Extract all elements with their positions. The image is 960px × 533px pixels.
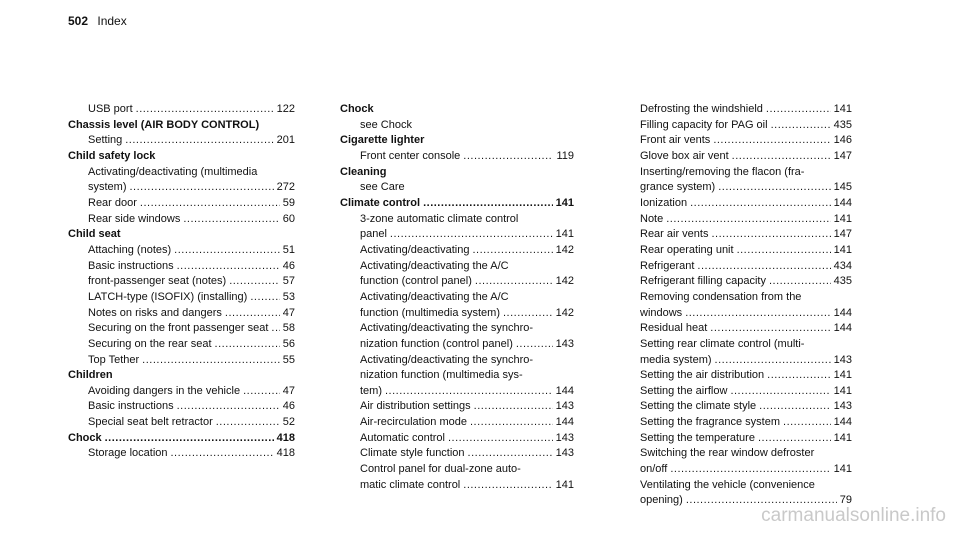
entry-label: Refrigerant filling capacity bbox=[640, 275, 766, 288]
index-line: Switching the rear window defroster bbox=[640, 447, 815, 460]
page-ref: 434 bbox=[833, 259, 852, 272]
index-heading: Children bbox=[68, 369, 113, 382]
page-ref: 141 bbox=[555, 228, 574, 241]
index-line: Activating/deactivating the synchro- bbox=[360, 322, 534, 335]
entry-label: Storage location bbox=[88, 447, 168, 460]
page-ref: 435 bbox=[833, 275, 852, 288]
index-entry bbox=[68, 415, 295, 431]
index-entry bbox=[340, 337, 574, 353]
page-ref: 59 bbox=[282, 196, 295, 209]
entry-label: function (control panel) bbox=[360, 275, 472, 288]
index-line: Activating/deactivating the A/C bbox=[360, 259, 509, 272]
dot-leader bbox=[783, 415, 831, 431]
page-number: 502 bbox=[68, 14, 89, 28]
page-ref: 143 bbox=[555, 400, 574, 413]
entry-label: media system) bbox=[640, 353, 712, 366]
page-ref: 144 bbox=[555, 416, 574, 429]
index-entry bbox=[340, 446, 574, 462]
dot-leader bbox=[215, 337, 280, 353]
dot-leader bbox=[177, 399, 280, 415]
entry-label: Filling capacity for PAG oil bbox=[640, 118, 768, 131]
dot-leader bbox=[759, 399, 830, 415]
page-ref: 143 bbox=[833, 400, 852, 413]
index-heading: Chock bbox=[340, 103, 374, 115]
dot-leader bbox=[463, 149, 553, 165]
index-entry bbox=[620, 431, 852, 447]
index-entry bbox=[340, 274, 574, 290]
index-line: Control panel for dual-zone auto- bbox=[360, 463, 521, 476]
index-entry bbox=[620, 462, 852, 478]
entry-label: Setting the air distribution bbox=[640, 369, 765, 382]
page-ref: 53 bbox=[282, 290, 295, 303]
index-entry bbox=[340, 306, 574, 322]
dot-leader bbox=[670, 462, 830, 478]
page-ref: 141 bbox=[833, 103, 852, 115]
entry-label: function (multimedia system) bbox=[360, 306, 500, 319]
page-ref: 141 bbox=[833, 369, 852, 382]
entry-label: Air distribution settings bbox=[360, 400, 471, 413]
entry-label: Securing on the rear seat bbox=[88, 337, 212, 350]
dot-leader bbox=[516, 337, 553, 353]
index-heading: Child safety lock bbox=[68, 149, 156, 162]
index-entry bbox=[340, 384, 574, 400]
page-ref: 201 bbox=[276, 134, 295, 147]
entry-label: Setting the airflow bbox=[640, 384, 728, 397]
entry-label: matic climate control bbox=[360, 478, 461, 491]
entry-label: front-passenger seat (notes) bbox=[88, 275, 227, 288]
page-ref: 141 bbox=[833, 463, 852, 476]
index-entry bbox=[68, 196, 295, 212]
index-line: see Care bbox=[360, 181, 405, 194]
dot-leader bbox=[470, 415, 553, 431]
entry-label: USB port bbox=[88, 103, 133, 115]
dot-leader bbox=[229, 274, 280, 290]
index-entry bbox=[68, 243, 295, 259]
dot-leader bbox=[711, 227, 830, 243]
page-ref: 144 bbox=[833, 196, 852, 209]
watermark: carmanualsonline.info bbox=[761, 505, 946, 526]
index-entry bbox=[620, 306, 852, 322]
dot-leader bbox=[472, 243, 552, 259]
index-entry bbox=[340, 196, 574, 212]
index-entry bbox=[68, 274, 295, 290]
entry-label: Setting the fragrance system bbox=[640, 416, 781, 429]
page-ref: 144 bbox=[833, 306, 852, 319]
entry-label: grance system) bbox=[640, 181, 716, 194]
dot-leader bbox=[718, 180, 830, 196]
page-ref: 55 bbox=[282, 353, 295, 366]
page-ref: 141 bbox=[833, 431, 852, 444]
dot-leader bbox=[666, 212, 830, 228]
page-ref: 435 bbox=[833, 118, 852, 131]
entry-label: Note bbox=[640, 212, 664, 225]
page-ref: 418 bbox=[276, 431, 295, 444]
page-ref: 57 bbox=[282, 275, 295, 288]
dot-leader bbox=[713, 133, 830, 149]
index-entry bbox=[68, 321, 295, 337]
dot-leader bbox=[125, 133, 273, 149]
dot-leader bbox=[130, 180, 274, 196]
entry-label: Air-recirculation mode bbox=[360, 416, 467, 429]
index-heading: Child seat bbox=[68, 228, 121, 241]
entry-label: system) bbox=[88, 181, 127, 194]
index-entry bbox=[68, 102, 295, 118]
index-line: see Chock bbox=[360, 118, 412, 131]
index-entry bbox=[340, 431, 574, 447]
dot-leader bbox=[730, 384, 830, 400]
index-entry bbox=[620, 212, 852, 228]
dot-leader bbox=[685, 306, 830, 322]
index-entry bbox=[620, 415, 852, 431]
index-entry bbox=[68, 212, 295, 228]
index-line: Activating/deactivating the synchro- bbox=[360, 353, 534, 366]
page-ref: 147 bbox=[833, 149, 852, 162]
index-entry bbox=[620, 384, 852, 400]
index-entry bbox=[68, 306, 295, 322]
index-column-2 bbox=[340, 102, 574, 493]
dot-leader bbox=[732, 149, 831, 165]
entry-label: Front air vents bbox=[640, 134, 711, 147]
index-heading: Cigarette lighter bbox=[340, 134, 425, 147]
entry-label: Rear operating unit bbox=[640, 243, 734, 256]
dot-leader bbox=[216, 415, 280, 431]
entry-label: Chock bbox=[68, 431, 102, 444]
page-ref: 60 bbox=[282, 212, 295, 225]
index-entry bbox=[620, 368, 852, 384]
page-ref: 47 bbox=[282, 306, 295, 319]
entry-label: Glove box air vent bbox=[640, 149, 729, 162]
entry-label: Basic instructions bbox=[88, 400, 174, 413]
index-entry bbox=[340, 399, 574, 415]
index-entry bbox=[68, 180, 295, 196]
index-entry bbox=[68, 133, 295, 149]
index-line: Setting rear climate control (multi- bbox=[640, 337, 805, 350]
index-entry bbox=[68, 399, 295, 415]
page-ref: 272 bbox=[276, 181, 295, 194]
index-entry bbox=[68, 353, 295, 369]
index-heading: Cleaning bbox=[340, 165, 387, 178]
page-ref: 143 bbox=[833, 353, 852, 366]
dot-leader bbox=[385, 384, 553, 400]
dot-leader bbox=[737, 243, 831, 259]
entry-label: Front center console bbox=[360, 149, 461, 162]
dot-leader bbox=[171, 446, 274, 462]
entry-label: Climate style function bbox=[360, 447, 465, 460]
page-ref: 143 bbox=[555, 447, 574, 460]
dot-leader bbox=[769, 274, 831, 290]
page-ref: 144 bbox=[833, 416, 852, 429]
dot-leader bbox=[690, 196, 831, 212]
index-entry bbox=[68, 431, 295, 447]
index-entry bbox=[68, 446, 295, 462]
dot-leader bbox=[715, 353, 831, 369]
dot-leader bbox=[475, 274, 553, 290]
page-ref: 141 bbox=[555, 478, 574, 491]
page-ref: 56 bbox=[282, 337, 295, 350]
page-ref: 143 bbox=[555, 431, 574, 444]
index-entry bbox=[340, 415, 574, 431]
page-ref: 46 bbox=[282, 400, 295, 413]
page-ref: 119 bbox=[556, 149, 574, 162]
page-header bbox=[68, 14, 127, 28]
entry-label: Avoiding dangers in the vehicle bbox=[88, 384, 241, 397]
dot-leader bbox=[468, 446, 553, 462]
dot-leader bbox=[271, 321, 279, 337]
page-ref: 142 bbox=[555, 243, 574, 256]
dot-leader bbox=[758, 431, 831, 447]
page-ref: 141 bbox=[555, 196, 574, 209]
entry-label: Rear door bbox=[88, 196, 137, 209]
index-entry bbox=[620, 196, 852, 212]
index-entry bbox=[620, 399, 852, 415]
index-entry bbox=[340, 478, 574, 494]
entry-label: on/off bbox=[640, 463, 668, 476]
entry-label: Automatic control bbox=[360, 431, 445, 444]
page-ref: 122 bbox=[276, 103, 295, 115]
dot-leader bbox=[390, 227, 553, 243]
index-line: nization function (multimedia sys- bbox=[360, 369, 523, 382]
index-line: Activating/deactivating (multimedia bbox=[88, 165, 258, 178]
entry-label: Residual heat bbox=[640, 322, 708, 335]
index-entry bbox=[620, 118, 852, 134]
index-entry bbox=[620, 259, 852, 275]
page-ref: 145 bbox=[833, 181, 852, 194]
dot-leader bbox=[250, 290, 279, 306]
entry-label: tem) bbox=[360, 384, 382, 397]
page-ref: 46 bbox=[282, 259, 295, 272]
index-column-3 bbox=[620, 102, 852, 509]
page-ref: 52 bbox=[282, 416, 295, 429]
dot-leader bbox=[766, 102, 831, 118]
dot-leader bbox=[142, 353, 280, 369]
index-entry bbox=[620, 243, 852, 259]
dot-leader bbox=[243, 384, 280, 400]
dot-leader bbox=[225, 306, 280, 322]
index-entry bbox=[620, 102, 852, 118]
page-ref: 141 bbox=[833, 384, 852, 397]
dot-leader bbox=[105, 431, 274, 447]
entry-label: Basic instructions bbox=[88, 259, 174, 272]
entry-label: windows bbox=[640, 306, 683, 319]
dot-leader bbox=[771, 118, 831, 134]
entry-label: Rear air vents bbox=[640, 228, 709, 241]
index-entry bbox=[340, 149, 574, 165]
index-line: Activating/deactivating the A/C bbox=[360, 290, 509, 303]
dot-leader bbox=[140, 196, 280, 212]
index-entry bbox=[340, 243, 574, 259]
entry-label: Refrigerant bbox=[640, 259, 695, 272]
page-ref: 51 bbox=[282, 243, 295, 256]
entry-label: opening) bbox=[640, 494, 683, 507]
index-line: 3-zone automatic climate control bbox=[360, 212, 519, 225]
dot-leader bbox=[136, 102, 274, 118]
index-entry bbox=[68, 337, 295, 353]
entry-label: Defrosting the windshield bbox=[640, 103, 763, 115]
index-entry bbox=[68, 290, 295, 306]
dot-leader bbox=[474, 399, 553, 415]
entry-label: Notes on risks and dangers bbox=[88, 306, 222, 319]
index-entry bbox=[340, 227, 574, 243]
dot-leader bbox=[503, 306, 553, 322]
entry-label: Attaching (notes) bbox=[88, 243, 172, 256]
page-ref: 141 bbox=[833, 212, 852, 225]
entry-label: LATCH-type (ISOFIX) (installing) bbox=[88, 290, 248, 303]
dot-leader bbox=[697, 259, 830, 275]
page-ref: 144 bbox=[555, 384, 574, 397]
index-entry bbox=[620, 321, 852, 337]
entry-label: Rear side windows bbox=[88, 212, 181, 225]
page-ref: 47 bbox=[282, 384, 295, 397]
entry-label: Setting the temperature bbox=[640, 431, 755, 444]
index-entry bbox=[620, 149, 852, 165]
page-ref: 142 bbox=[555, 306, 574, 319]
entry-label: Setting bbox=[88, 134, 123, 147]
index-entry bbox=[68, 384, 295, 400]
page-ref: 143 bbox=[555, 337, 574, 350]
index-entry bbox=[620, 180, 852, 196]
index-column-1 bbox=[68, 102, 295, 462]
index-entry bbox=[620, 227, 852, 243]
index-entry bbox=[620, 274, 852, 290]
index-heading: Chassis level (AIR BODY CONTROL) bbox=[68, 118, 260, 131]
entry-label: Climate control bbox=[340, 196, 421, 209]
index-line: Ventilating the vehicle (convenience bbox=[640, 478, 815, 491]
page-ref: 146 bbox=[833, 134, 852, 147]
section-title: Index bbox=[97, 14, 127, 28]
index-entry bbox=[620, 353, 852, 369]
page-ref: 141 bbox=[833, 243, 852, 256]
dot-leader bbox=[448, 431, 553, 447]
index-entry bbox=[68, 259, 295, 275]
dot-leader bbox=[423, 196, 553, 212]
index-line: Removing condensation from the bbox=[640, 290, 802, 303]
dot-leader bbox=[183, 212, 279, 228]
index-line: Inserting/removing the flacon (fra- bbox=[640, 165, 805, 178]
entry-label: Setting the climate style bbox=[640, 400, 757, 413]
page-ref: 142 bbox=[555, 275, 574, 288]
entry-label: nization function (control panel) bbox=[360, 337, 513, 350]
dot-leader bbox=[174, 243, 280, 259]
index-entry bbox=[620, 133, 852, 149]
entry-label: Special seat belt retractor bbox=[88, 416, 213, 429]
dot-leader bbox=[710, 321, 830, 337]
dot-leader bbox=[767, 368, 831, 384]
page-ref: 58 bbox=[282, 322, 295, 335]
page-ref: 144 bbox=[833, 322, 852, 335]
page-ref: 79 bbox=[839, 494, 852, 507]
dot-leader bbox=[463, 478, 552, 494]
dot-leader bbox=[177, 259, 280, 275]
entry-label: Activating/deactivating bbox=[360, 243, 470, 256]
entry-label: Ionization bbox=[640, 196, 688, 209]
entry-label: panel bbox=[360, 228, 387, 241]
entry-label: Securing on the front passenger seat bbox=[88, 322, 269, 335]
page-ref: 418 bbox=[276, 447, 295, 460]
entry-label: Top Tether bbox=[88, 353, 140, 366]
page-ref: 147 bbox=[833, 228, 852, 241]
